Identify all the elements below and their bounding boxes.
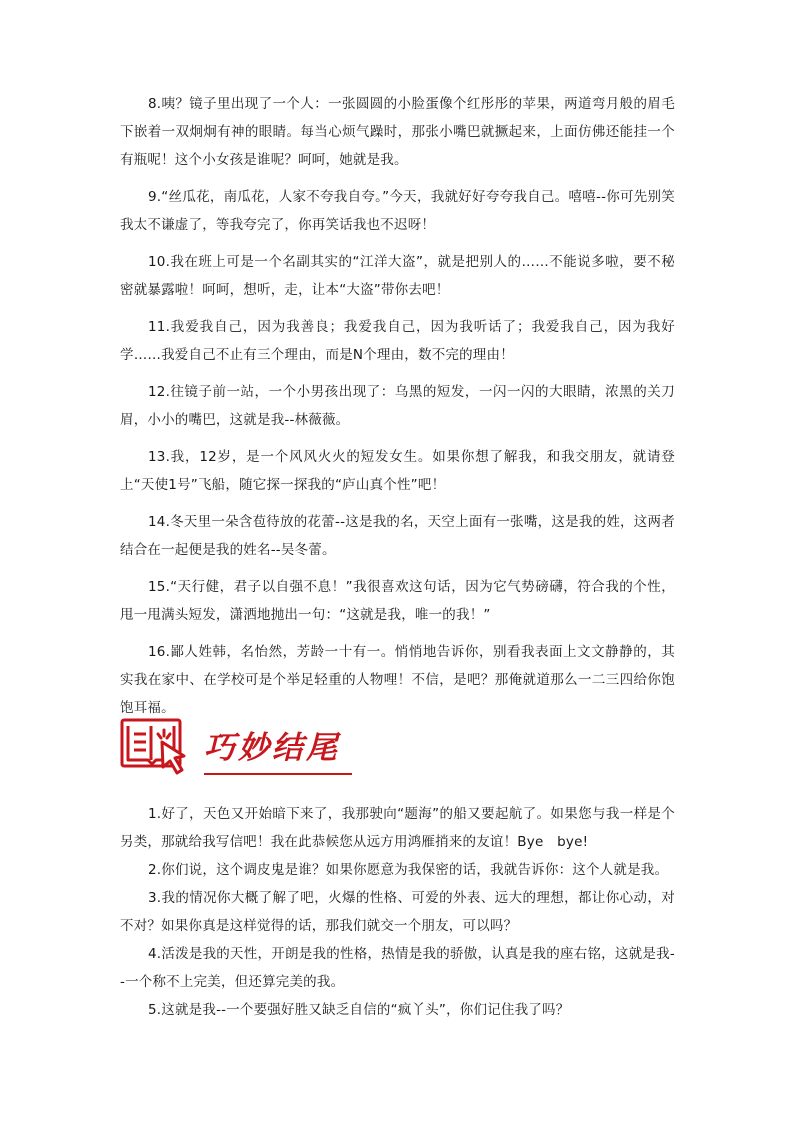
paragraph-13: 13.我，12岁，是一个风风火火的短发女生。如果你想了解我，和我交朋友，就请登上“天使1号”飞船，随它探一探我的“庐山真个性”吧！ xyxy=(120,449,675,493)
paragraph-11: 11.我爱我自己，因为我善良；我爱我自己，因为我听话了；我爱我自己，因为我好学……我爱自己不止有三个理由，而是N个理由，数不完的理由！ xyxy=(120,319,675,363)
ending-paragraph-4: 4.活泼是我的天性，开朗是我的性格，热情是我的骄傲，认真是我的座右铭，这就是我--一个称不上完美，但还算完美的我。 xyxy=(120,946,675,990)
paragraph-8: 8.咦？镜子里出现了一个人：一张圆圆的小脸蛋像个红彤彤的苹果，两道弯月般的眉毛下嵌着一双炯炯有神的眼睛。每当心烦气躁时，那张小嘴巴就撅起来，上面仿佛还能挂一个有瓶呢！这个小女孩是谁呢？呵呵，她就是我。 xyxy=(120,96,675,168)
paragraph-10: 10.我在班上可是一个名副其实的“江洋大盗”，就是把别人的……不能说多啦，要不秘密就暴露啦！呵呵，想听，走，让本“大盗”带你去吧！ xyxy=(120,254,675,298)
paragraph-16: 16.鄙人姓韩，名怡然，芳龄一十有一。悄悄地告诉你，别看我表面上文文静静的，其实我在家中、在学校可是个举足轻重的人物哩！不信，是吧？那俺就道那么一二三四给你饱饱耳福。 xyxy=(120,644,675,716)
section-title: 巧妙结尾 xyxy=(204,730,340,766)
paragraph-12: 12.往镜子前一站，一个小男孩出现了：乌黑的短发，一闪一闪的大眼睛，浓黑的关刀眉，小小的嘴巴，这就是我--林薇薇。 xyxy=(120,384,675,428)
ending-paragraph-3: 3.我的情况你大概了解了吧，火爆的性格、可爱的外表、远大的理想，都让你心动，对不对？如果你真是这样觉得的话，那我们就交一个朋友，可以吗？ xyxy=(120,890,675,934)
ending-paragraph-1: 1.好了，天色又开始暗下来了，我那驶向“题海”的船又要起航了。如果您与我一样是个另类，那就给我写信吧！我在此恭候您从远方用鸿雁捎来的友谊！Bye bye! xyxy=(120,806,675,850)
ending-paragraph-5: 5.这就是我--一个要强好胜又缺乏自信的“疯丫头”，你们记住我了吗？ xyxy=(148,1002,570,1018)
paragraph-15: 15.“天行健，君子以自强不息！”我很喜欢这句话，因为它气势磅礴，符合我的个性，甩一甩满头短发，潇洒地抛出一句：“这就是我，唯一的我！” xyxy=(120,579,675,623)
book-cursor-icon xyxy=(118,712,198,782)
opening-examples xyxy=(120,90,675,731)
paragraph-14: 14.冬天里一朵含苞待放的花蕾--这是我的名，天空上面有一张嘴，这是我的姓，这两者结合在一起便是我的姓名--吴冬蕾。 xyxy=(120,514,675,558)
ending-examples xyxy=(120,800,675,1024)
title-underline xyxy=(204,773,352,775)
paragraph-9: 9.“丝瓜花，南瓜花，人家不夸我自夸。”今天，我就好好夸夸我自己。嘻嘻--你可先别笑我太不谦虚了，等我夸完了，你再笑话我也不迟呀！ xyxy=(120,189,675,233)
section-banner xyxy=(118,712,348,782)
ending-paragraph-2: 2.你们说，这个调皮鬼是谁？如果你愿意为我保密的话，我就告诉你：这个人就是我。 xyxy=(148,862,669,878)
